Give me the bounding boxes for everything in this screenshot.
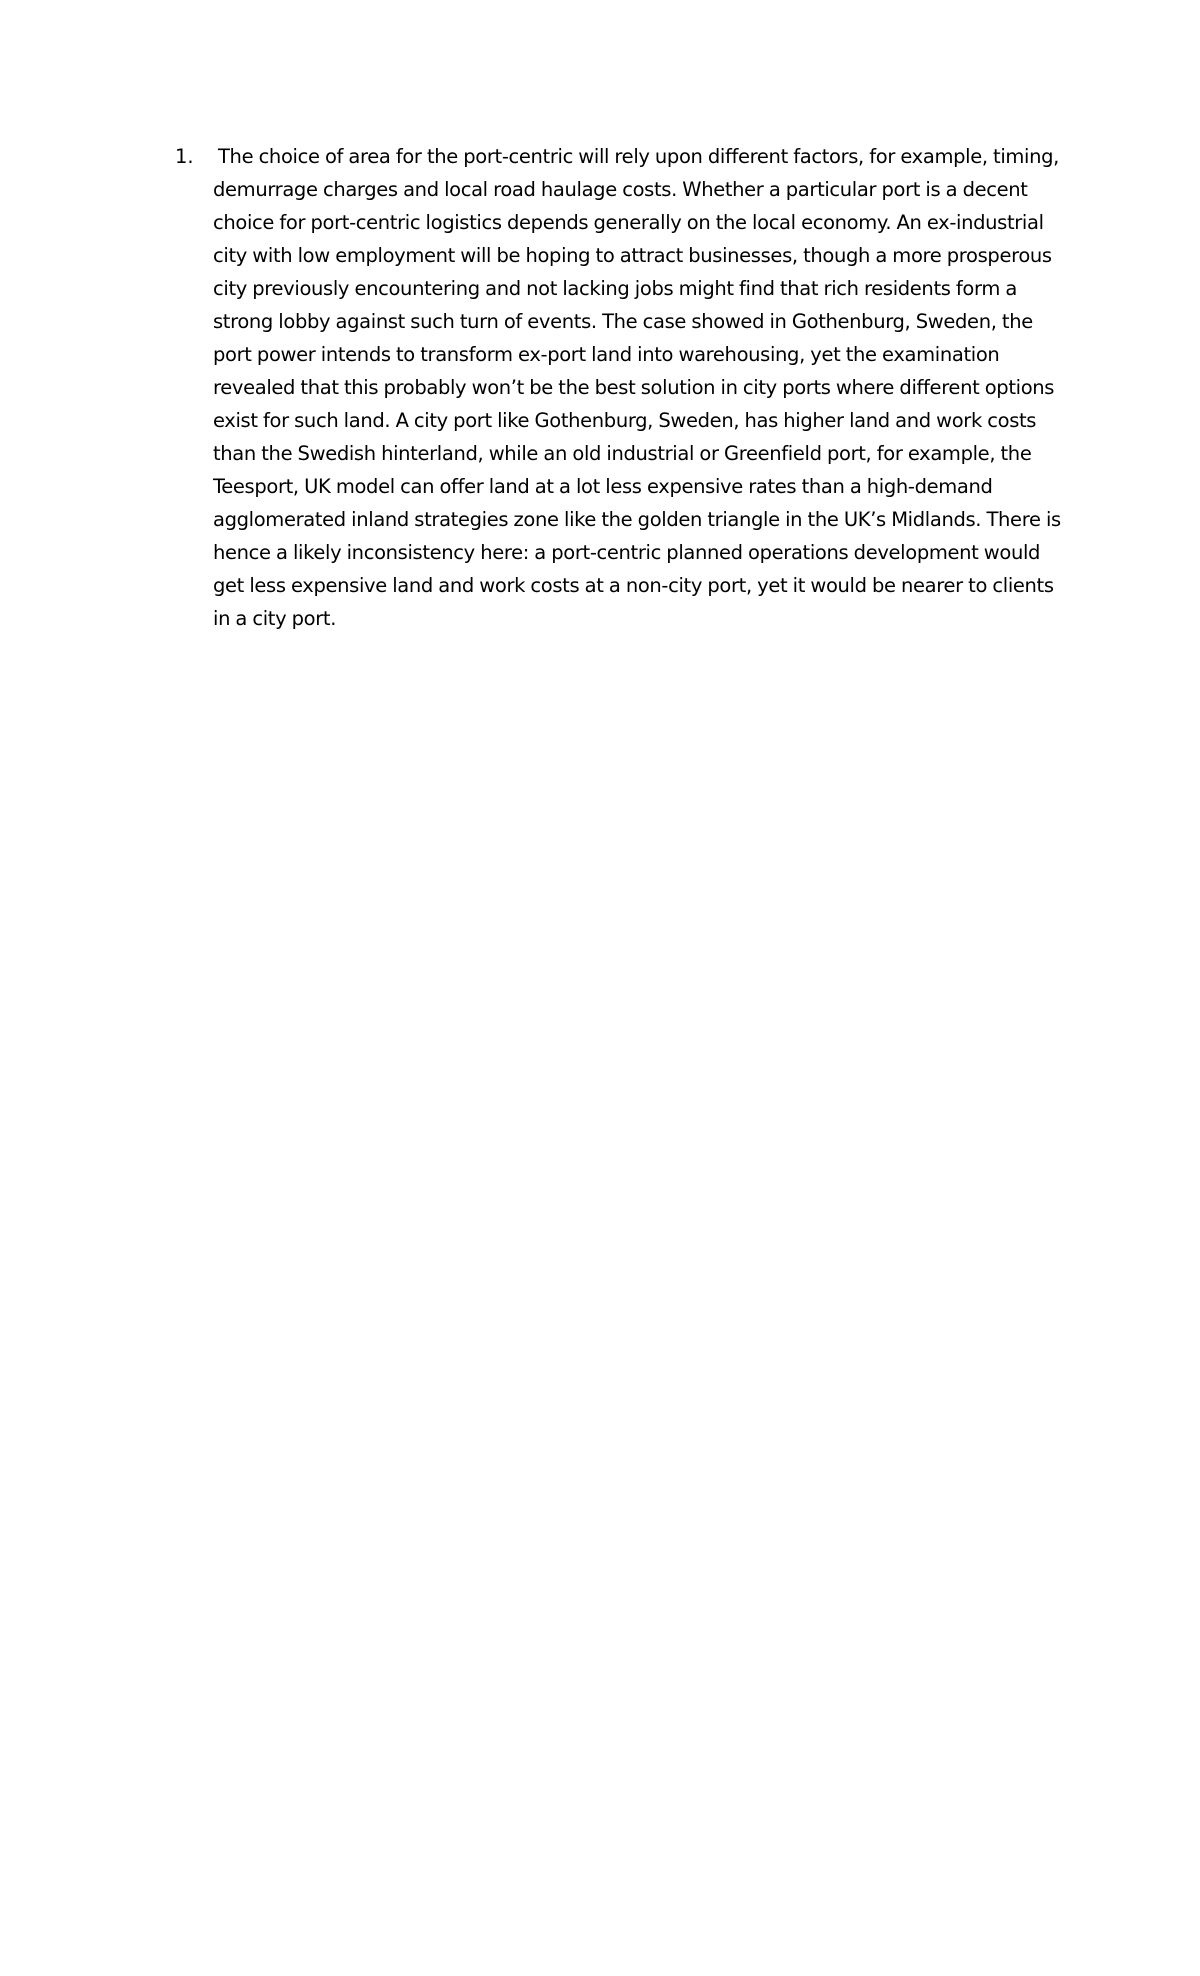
numbered-list-item [175,140,1070,635]
paragraph-text: The choice of area for the port-centric will rely upon different factors, for example, timing, demurrage charges and local road haulage costs. Whether a particular port is a decent choice for port-centric logistics depends generally on the local economy. An ex-industrial city with low employment will be hoping to attract businesses, though a more prosperous city previously encountering and not lacking jobs might find that rich residents form a strong lobby against such turn of events. The case showed in Gothenburg, Sweden, the port power intends to transform ex-port land into warehousing, yet the examination revealed that this probably won’t be the best solution in city ports where different options exist for such land. A city port like Gothenburg, Sweden, has higher land and work costs than the Swedish hinterland, while an old industrial or Greenfield port, for example, the Teesport, UK model can offer land at a lot less expensive rates than a high-demand agglomerated inland strategies zone like the golden triangle in the UK’s Midlands. There is hence a likely inconsistency here: a port-centric planned operations development would get less expensive land and work costs at a non-city port, yet it would be nearer to clients in a city port. [213,145,1061,630]
list-number: 1. [175,145,194,168]
